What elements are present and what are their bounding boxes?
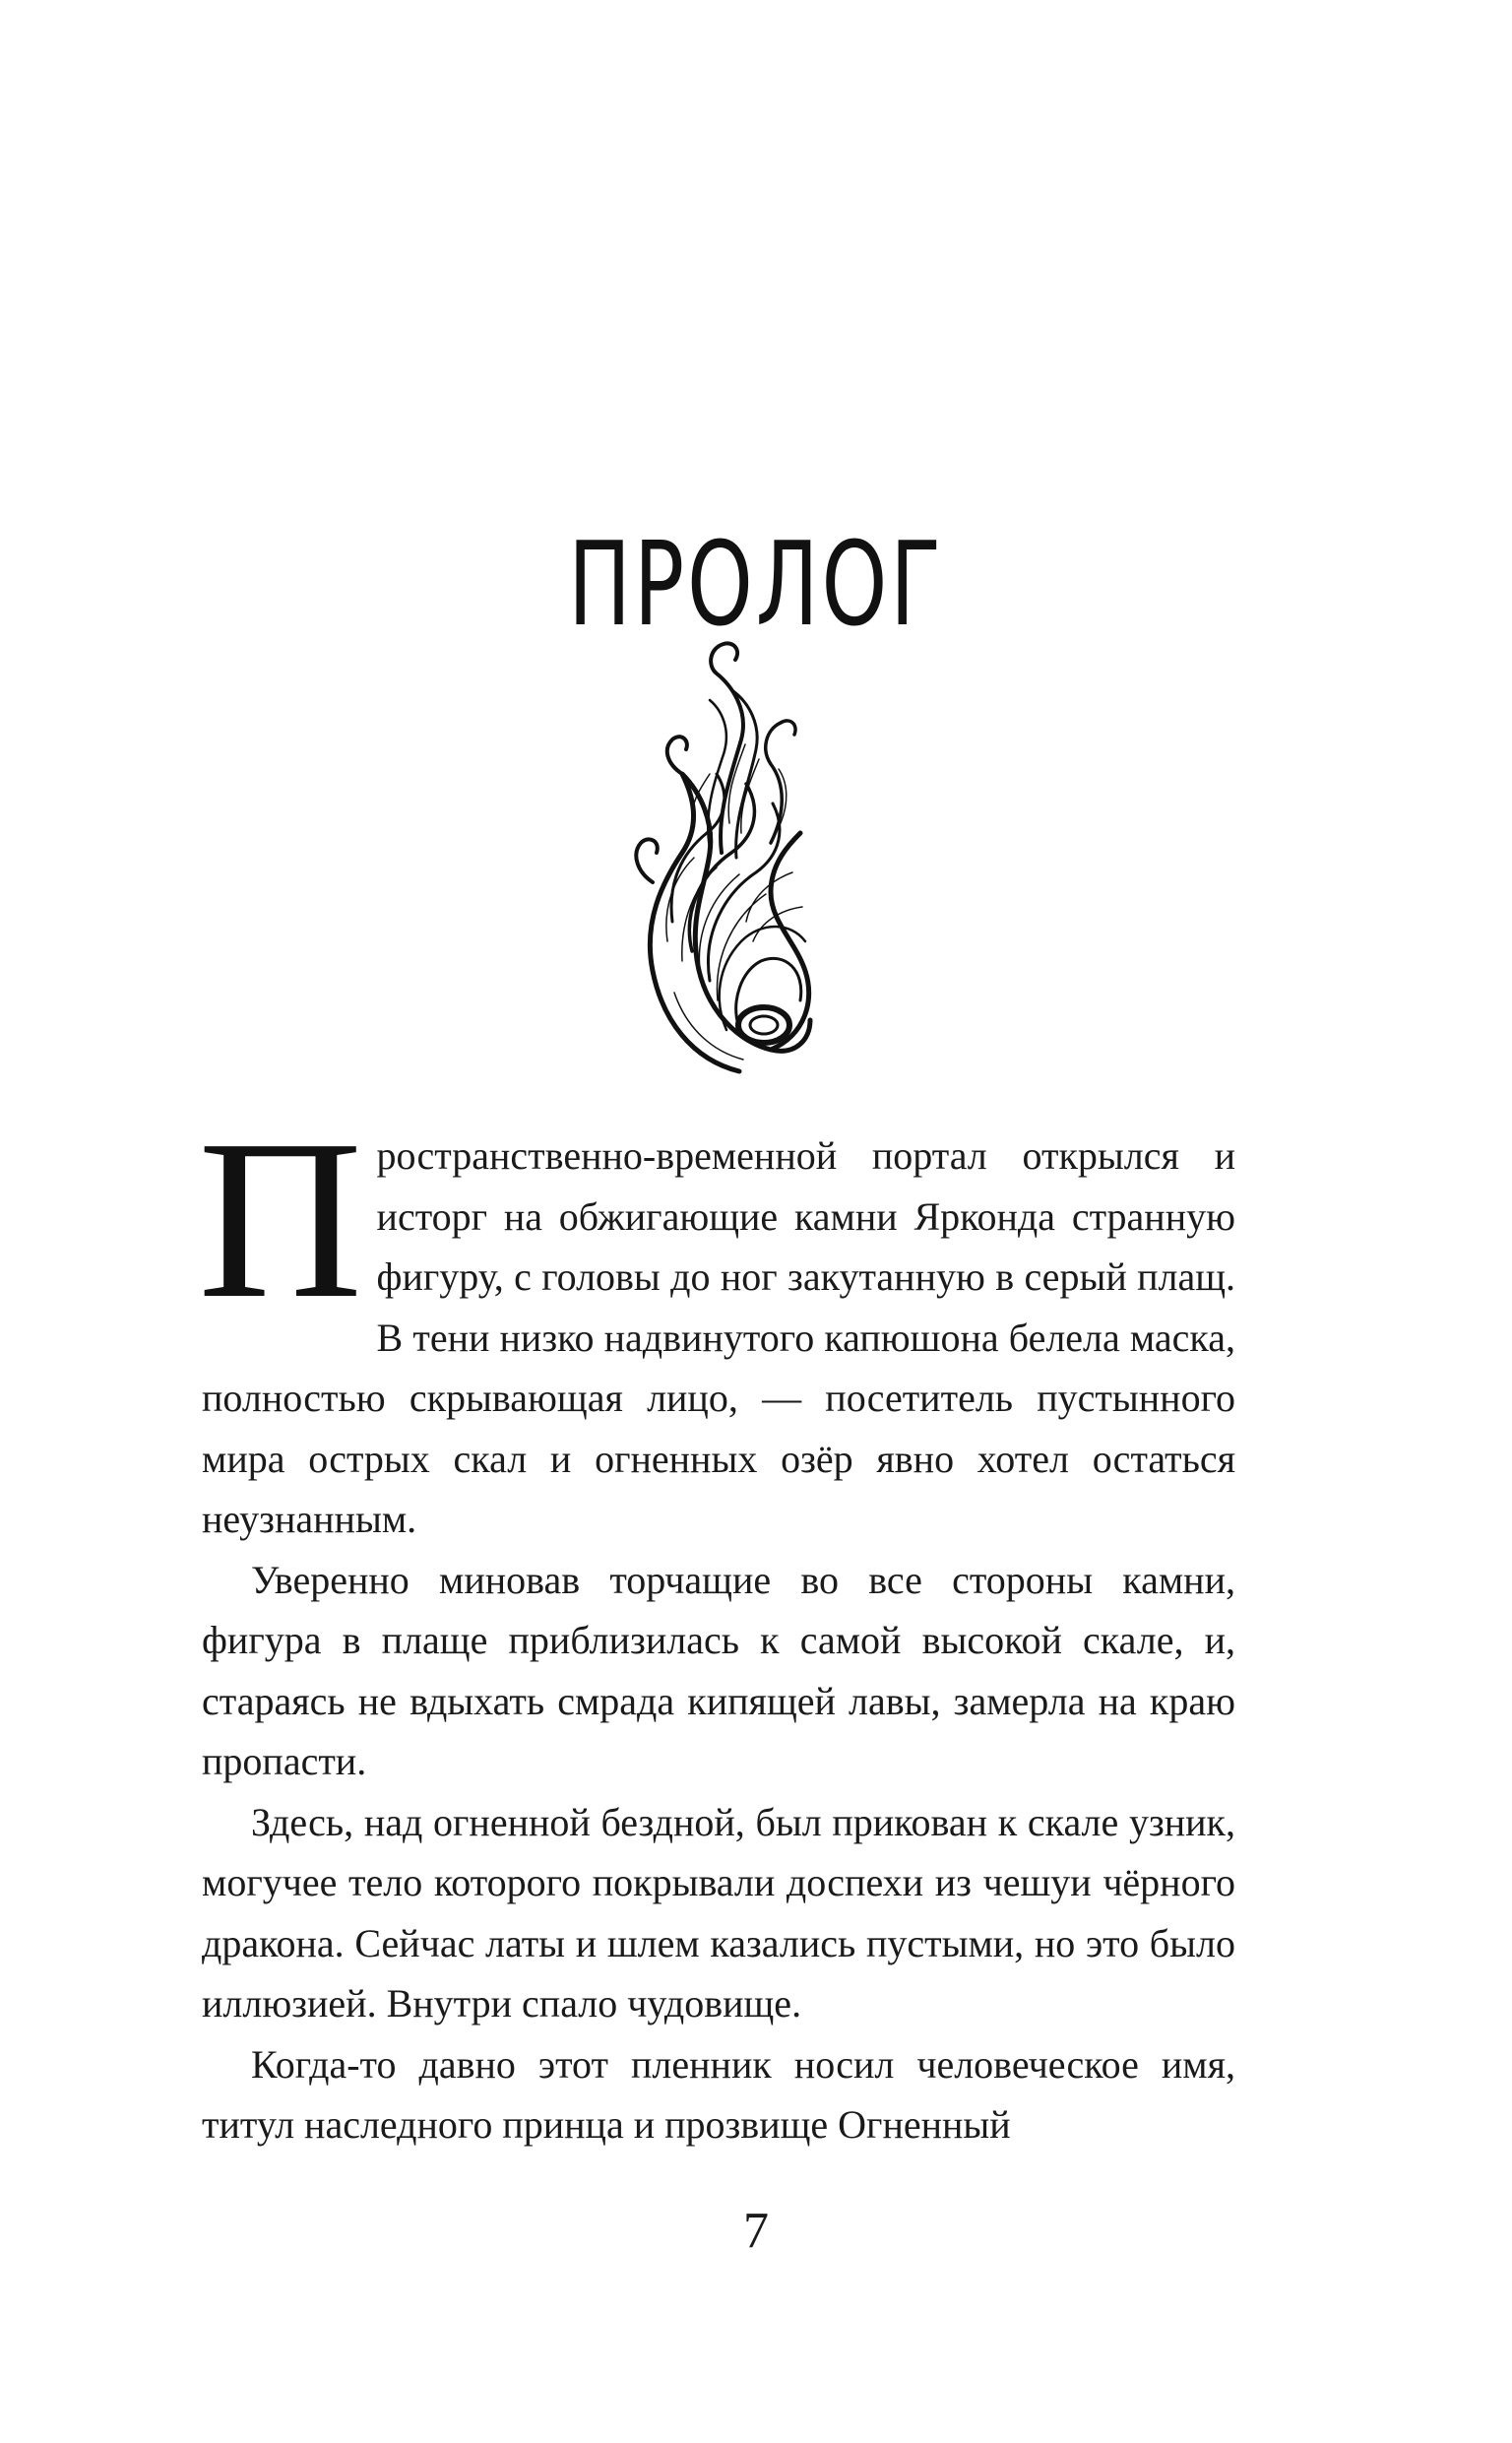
paragraph [198, 1093, 1235, 1550]
paragraph-text: ространственно-временной портал открылся и исторг на обжигающие камни Ярконда странную фигуру, с головы до ног закутанную в серый плащ. В тени низко надвинутого капюшона белела маска, полностью скрывающая лицо, — посетитель пустынного мира острых скал и огненных озёр явно хотел остаться неузнанным. [202, 1133, 1235, 1541]
paragraph: Когда-то давно этот пленник носил человеческое имя, титул наследного принца и прозвище Огненный [202, 2041, 1235, 2147]
paragraph: Здесь, над огненной бездной, был прикован к скале узник, могучее тело которого покрывали доспехи из чешуи чёрного дракона. Сейчас латы и шлем казались пустыми, но это было иллюзией. Внутри спало чудовище. [202, 1799, 1235, 2025]
chapter-title: ПРОЛОГ [568, 516, 944, 653]
page-number: 7 [743, 2203, 769, 2259]
paragraph: Уверенно миновав торчащие во все стороны камни, фигура в плаще приблизилась к самой высокой скале, и, стараясь не вдыхать смрада кипящей лавы, замерла на краю пропасти. [202, 1557, 1235, 1783]
flame-ornament-icon [623, 626, 820, 1079]
dropcap-letter: П [198, 1093, 363, 1346]
chapter-body [198, 1093, 1235, 2155]
